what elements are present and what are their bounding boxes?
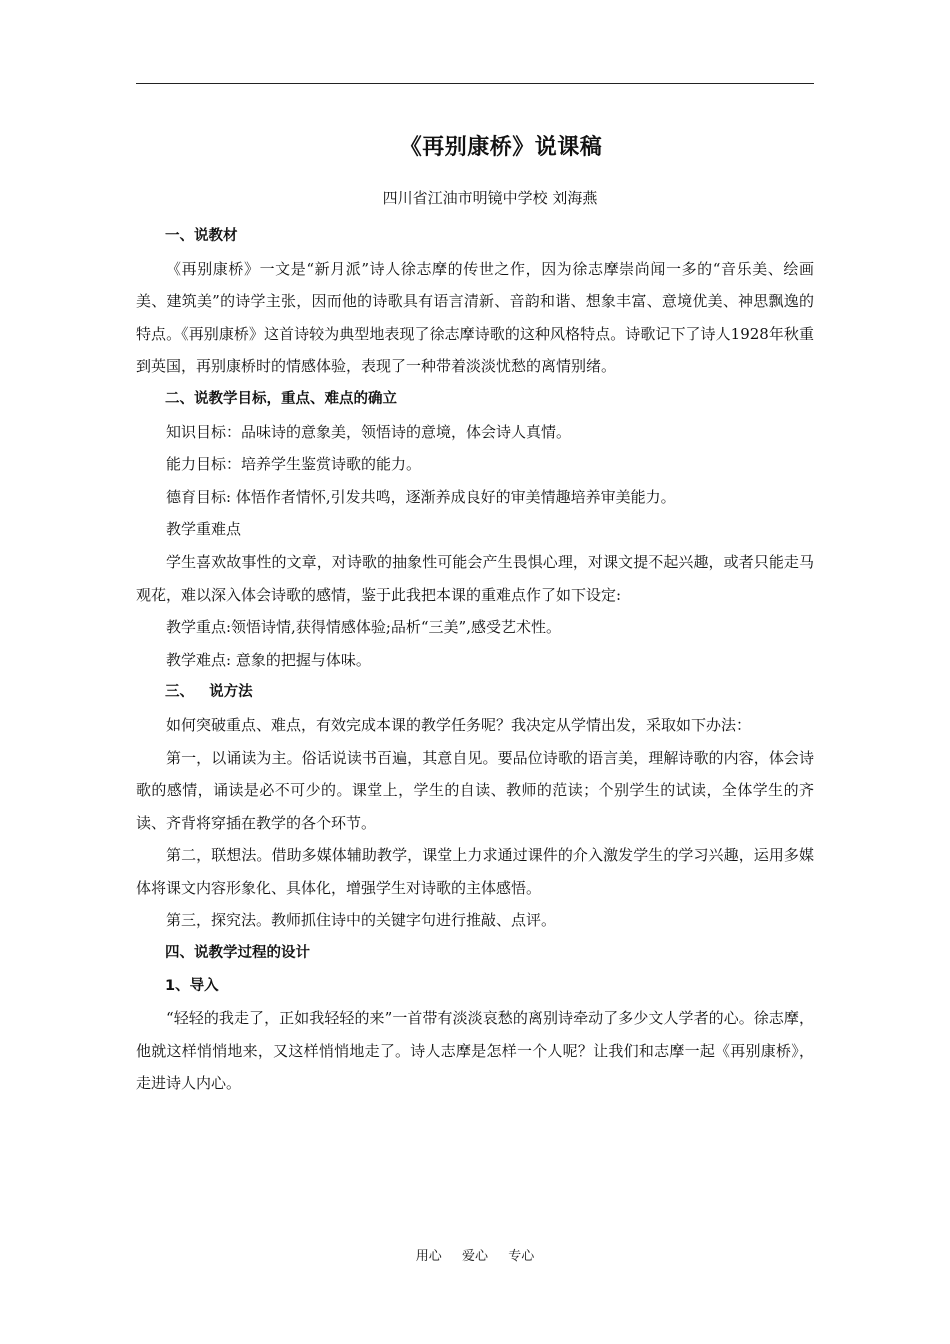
document-author: 四川省江油市明镜中学校 刘海燕 — [382, 189, 598, 207]
document-body — [136, 220, 814, 1100]
paragraph: 第一，以诵读为主。俗话说读书百遍，其意自见。要品位诗歌的语言美，理解诗歌的内容，体会诗歌的感情，诵读是必不可少的。课堂上，学生的自读、教师的范读；个别学生的试读，全体学生的齐读、齐背将穿插在教学的各个环节。 — [136, 748, 814, 832]
page-footer: 用心 爱心 专心 — [415, 1249, 535, 1264]
paragraph: 教学重难点 — [166, 520, 242, 539]
section-heading: 四、说教学过程的设计 — [165, 945, 310, 962]
paragraph: 学生喜欢故事性的文章，对诗歌的抽象性可能会产生畏惧心理，对课文提不起兴趣，或者只能走马观花，难以深入体会诗歌的感情，鉴于此我把本课的重难点作了如下设定: — [136, 552, 814, 604]
paragraph: 能力目标：培养学生鉴赏诗歌的能力。 — [166, 455, 422, 474]
paragraph: 如何突破重点、难点，有效完成本课的教学任务呢？我决定从学情出发，采取如下办法： — [166, 715, 752, 734]
section-heading: 二、说教学目标，重点、难点的确立 — [165, 390, 397, 407]
paragraph: 第三，探究法。教师抓住诗中的关键字句进行推敲、点评。 — [166, 911, 557, 930]
section-heading: 三、 说方法 — [165, 684, 253, 701]
paragraph: “轻轻的我走了，正如我轻轻的来”一首带有淡淡哀愁的离别诗牵动了多少文人学者的心。徐志摩，他就这样悄悄地来，又这样悄悄地走了。诗人志摩是怎样一个人呢？让我们和志摩一起《再别康桥》，走进诗人内心。 — [136, 1009, 814, 1093]
paragraph: 教学难点: 意象的把握与体味。 — [166, 650, 371, 669]
paragraph: 知识目标：品味诗的意象美，领悟诗的意境，体会诗人真情。 — [166, 422, 572, 441]
paragraph: 《再别康桥》一文是“新月派”诗人徐志摩的传世之作，因为徐志摩崇尚闻一多的“音乐美、绘画美、建筑美”的诗学主张，因而他的诗歌具有语言清新、音韵和谐、想象丰富、意境优美、神思飘逸的特点。《再别康桥》这首诗较为典型地表现了徐志摩诗歌的这种风格特点。诗歌记下了诗人1928年秋重到英国，再别康桥时的情感体验，表现了一种带着淡淡忧愁的离情别绪。 — [136, 259, 814, 376]
subsection-heading: 1、导入 — [165, 977, 219, 994]
header-rule — [136, 83, 814, 84]
section-heading: 一、说教材 — [165, 228, 238, 244]
paragraph: 第二，联想法。借助多媒体辅助教学，课堂上力求通过课件的介入激发学生的学习兴趣，运用多媒体将课文内容形象化、具体化，增强学生对诗歌的主体感悟。 — [136, 846, 814, 897]
paragraph: 教学重点:领悟诗情,获得情感体验;品析“三美”,感受艺术性。 — [166, 618, 561, 637]
document-title: 《再别康桥》说课稿 — [399, 135, 603, 160]
paragraph: 德育目标: 体悟作者情怀,引发共鸣，逐渐养成良好的审美情趣培养审美能力。 — [166, 487, 676, 506]
